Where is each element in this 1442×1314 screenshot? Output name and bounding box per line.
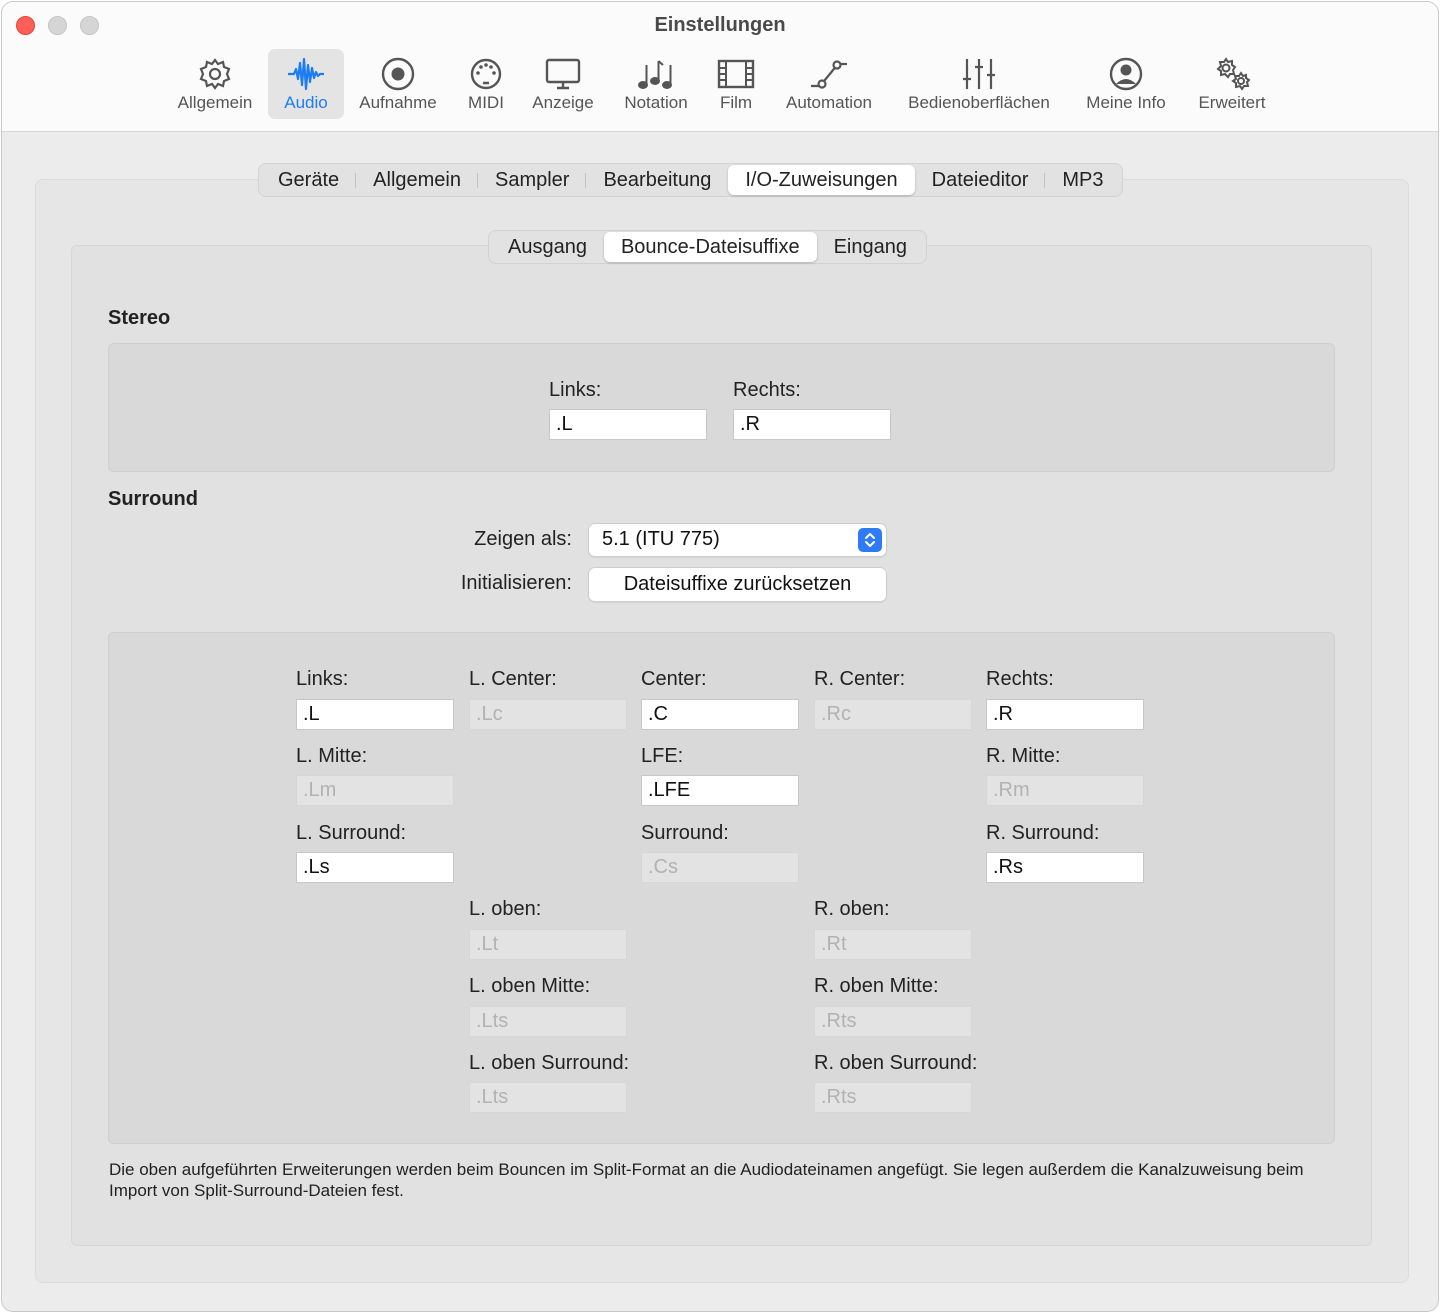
toolbar-label: MIDI [468, 93, 504, 112]
stereo-right-field[interactable] [733, 409, 891, 440]
stereo-left-field[interactable] [549, 409, 707, 440]
r-oben-surround-label: R. oben Surround: [814, 1052, 978, 1074]
rechts-field[interactable] [986, 699, 1144, 730]
faders-icon [959, 55, 999, 93]
surround-section-title: Surround [108, 488, 198, 510]
r-oben-label: R. oben: [814, 898, 890, 920]
toolbar-item-audio[interactable] [268, 49, 344, 119]
r-surround-label: R. Surround: [986, 822, 1100, 844]
gears-icon [1212, 55, 1252, 93]
l-center-label: L. Center: [469, 668, 557, 690]
show-as-value: 5.1 (ITU 775) [602, 528, 720, 550]
r-oben-surround-field [814, 1082, 972, 1113]
toolbar-label: Allgemein [177, 93, 253, 112]
tab-mp3[interactable]: MP3 [1062, 168, 1104, 191]
gear-icon [195, 55, 235, 93]
rechts-label: Rechts: [986, 668, 1054, 690]
tab-bearbeitung[interactable]: Bearbeitung [603, 168, 712, 191]
r-mitte-field [986, 775, 1144, 806]
tab-sampler[interactable]: Sampler [478, 165, 586, 195]
r-center-label: R. Center: [814, 668, 906, 690]
initialize-label: Initialisieren: [460, 572, 572, 594]
links-field[interactable] [296, 699, 454, 730]
surround-label: Surround: [641, 822, 729, 844]
l-surround-field[interactable] [296, 852, 454, 883]
tab-geraete[interactable]: Geräte [261, 165, 356, 195]
l-mitte-field [296, 775, 454, 806]
lfe-field[interactable] [641, 775, 799, 806]
toolbar-item-allgemein[interactable] [167, 49, 263, 119]
show-as-popup[interactable] [589, 524, 886, 556]
subtab-eingang[interactable]: Eingang [833, 235, 907, 258]
music-notes-icon [636, 55, 676, 93]
toolbar-label: Aufnahme [359, 93, 437, 112]
toolbar-label: Audio [284, 93, 328, 112]
waveform-icon [286, 55, 326, 93]
toolbar-item-midi[interactable] [458, 49, 514, 119]
display-icon [543, 55, 583, 93]
settings-window [1, 1, 1439, 1312]
links-label: Links: [296, 668, 349, 690]
toolbar-label: Film [719, 93, 753, 112]
r-mitte-label: R. Mitte: [986, 745, 1061, 767]
r-oben-field [814, 929, 972, 960]
toolbar-item-notation[interactable] [614, 49, 698, 119]
toolbar [2, 2, 1438, 132]
subtab-ausgang[interactable]: Ausgang [508, 235, 587, 258]
main-tab-bar [258, 163, 1123, 197]
tab-dateieditor[interactable]: Dateieditor [915, 165, 1046, 195]
subtab-bounce-dateisuffixe[interactable]: Bounce-Dateisuffixe [604, 232, 817, 262]
r-surround-field[interactable] [986, 852, 1144, 883]
lfe-label: LFE: [641, 745, 684, 767]
chevron-updown-icon [858, 528, 882, 552]
toolbar-label: Anzeige [532, 93, 594, 112]
toolbar-item-film[interactable] [710, 49, 762, 119]
toolbar-item-aufnahme[interactable] [352, 49, 444, 119]
r-center-field [814, 699, 972, 730]
toolbar-item-meine-info[interactable] [1076, 49, 1176, 119]
toolbar-label: Bedienoberflächen [908, 93, 1050, 112]
toolbar-label: Automation [786, 93, 872, 112]
surround-field [641, 852, 799, 883]
stereo-left-label: Links: [549, 379, 602, 401]
person-icon [1106, 55, 1146, 93]
record-icon [378, 55, 418, 93]
toolbar-item-automation[interactable] [776, 49, 882, 119]
center-label: Center: [641, 668, 707, 690]
stereo-right-label: Rechts: [733, 379, 801, 401]
window-title: Einstellungen [654, 14, 786, 36]
center-field[interactable] [641, 699, 799, 730]
l-oben-mitte-label: L. oben Mitte: [469, 975, 591, 997]
toolbar-label: Notation [624, 93, 688, 112]
r-oben-mitte-field [814, 1006, 972, 1037]
l-oben-label: L. oben: [469, 898, 542, 920]
automation-curve-icon [809, 55, 849, 93]
toolbar-item-erweitert[interactable] [1188, 49, 1276, 119]
film-icon [716, 55, 756, 93]
l-mitte-label: L. Mitte: [296, 745, 368, 767]
l-center-field [469, 699, 627, 730]
tab-allgemein[interactable]: Allgemein [356, 165, 478, 195]
l-surround-label: L. Surround: [296, 822, 407, 844]
l-oben-surround-label: L. oben Surround: [469, 1052, 630, 1074]
footnote-text: Die oben aufgeführten Erweiterungen werden beim Bouncen im Split-Format an die Audiodateinamen angefügt. Sie legen außerdem die Kanalzuweisung beim Import von Split-Surround-Dateien fest. [109, 1160, 1304, 1200]
toolbar-label: Erweitert [1198, 93, 1266, 112]
toolbar-label: Meine Info [1086, 93, 1166, 112]
l-oben-mitte-field [469, 1006, 627, 1037]
toolbar-item-anzeige[interactable] [523, 49, 603, 119]
midi-port-icon [466, 55, 506, 93]
reset-suffixes-button[interactable]: Dateisuffixe zurücksetzen [589, 568, 886, 601]
sub-tab-bar [488, 230, 927, 264]
l-oben-surround-field [469, 1082, 627, 1113]
show-as-label: Zeigen als: [474, 528, 572, 550]
stereo-box [108, 343, 1335, 472]
l-oben-field [469, 929, 627, 960]
toolbar-item-bedienoberflaechen[interactable] [896, 49, 1062, 119]
tab-io-zuweisungen[interactable]: I/O-Zuweisungen [728, 165, 914, 195]
stereo-section-title: Stereo [108, 307, 171, 329]
r-oben-mitte-label: R. oben Mitte: [814, 975, 939, 997]
